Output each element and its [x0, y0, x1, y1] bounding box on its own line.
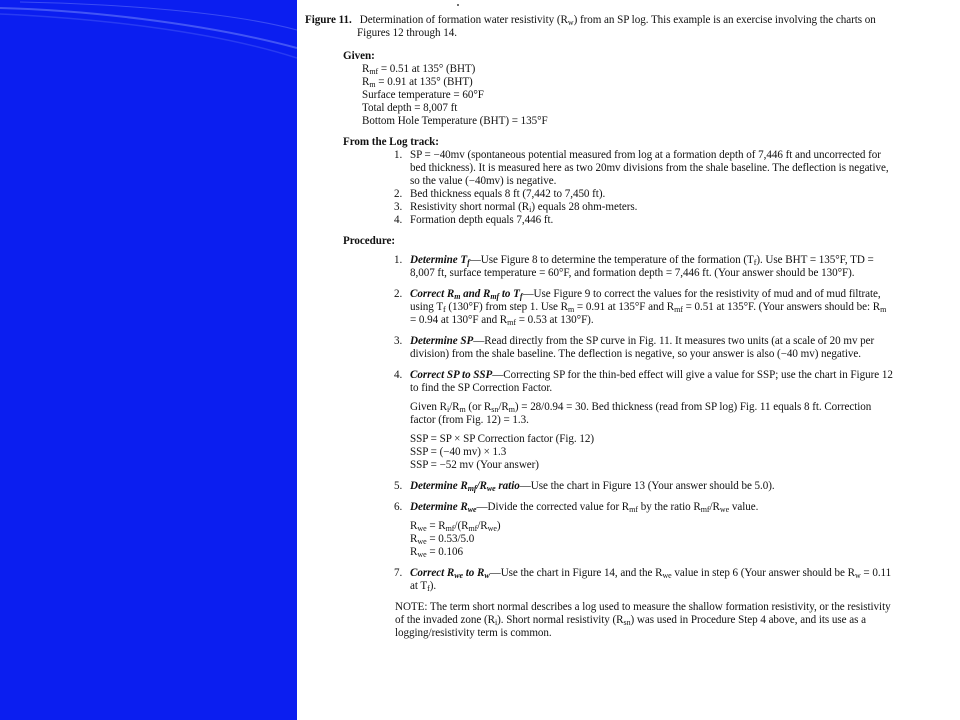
procedure-step-2: 2. Correct $R_m$ and $R_{mf}$ to $T_f—Use$ Figure 9 to correct the values for the resistivity of mud and of mud filtrate, using $T_f$ (130°F) from step 1. Use $R_m = 0.91$ at 135°F and $R_{mf} = 0.51$ at 135°F. (Your answers should be: $R_m$ = 0.94 at 130°F and $R_{mf} = 0.53$ at 130°F). [394, 288, 887, 327]
procedure-heading: Procedure: [343, 235, 396, 247]
procedure-step-1: 1. Determine $T_f—Use$ Figure 8 to determine the temperature of the formation $(T_f)$. Use BHT = 135°F, TD = 8,007 ft, surface temperature = 60°F, and formation depth = 7,446 ft. (Your answer should be 130°F). [394, 254, 874, 279]
figure-caption: Figure 11. Determination of formation water resistivity $(R_w)$ from an SP log. This example is an exercise involving the charts on Figures 12 through 14. [305, 14, 876, 39]
document-page [303, 14, 948, 714]
given-total-depth: Total depth = 8,007 ft [362, 102, 458, 114]
procedure-step-5: 5. Determine $R_{mf}/R_{we}$ ratio—Use the chart in Figure 13 (Your answer should be 5.0). [394, 480, 775, 493]
given-bht: Bottom Hole Temperature (BHT) = 135°F [362, 115, 548, 127]
given-list [362, 63, 948, 128]
given-heading: Given: [343, 50, 375, 62]
step-4-given: Given $R_i/R_m$ (or $R_{sn}/R_m) = 28/0.94 = 30$. Bed thickness (read from SP log) Fig. 11 equals 8 ft. Correction factor (from Fig. 12) = 1.3. [410, 401, 872, 426]
log-item-2: 2. Bed thickness equals 8 ft (7,442 to 7,450 ft). [394, 188, 606, 200]
rwe-formula: $R_{we} = R_{mf}/(R_{mf}/R_{we})$ $R_{we} = 0.53/5.0$ $R_{we} = 0.106$ [410, 520, 501, 559]
procedure-step-3: 3. Determine SP—Read directly from the SP curve in Fig. 11. It measures two units (at a scale of 20 mv per division) from the shale baseline. The deflection is negative, so your answer is also (−40 mv) negative. [394, 335, 875, 360]
ssp-formula: SSP = SP × SP Correction factor (Fig. 12) SSP = (−40 mv) × 1.3 SSP = −52 mv (Your answer) [410, 433, 594, 471]
given-surface-temp: Surface temperature = 60°F [362, 89, 484, 101]
log-item-4: 4. Formation depth equals 7,446 ft. [394, 214, 554, 226]
blue-side-panel [0, 0, 297, 720]
figure-label: Figure 11. [305, 14, 352, 26]
procedure-step-4: 4. Correct SP to SSP—Correcting SP for the thin-bed effect will give a value for SSP; use the chart in Figure 12 to find the SP Correction Factor. Given $R_i/R_m$ (or $R_{sn}/R_m) = 28/0.94 = 30$. Bed thickness (read from SP log) Fig. 11 equals 8 ft. Correction factor (from Fig. 12) = 1.3. SSP = SP × SP Correction factor (Fig. 12) SSP = (−40 mv) × 1.3 SSP = −52 mv (Your answer) [394, 369, 948, 472]
procedure-step-6: 6. Determine $R_{we}—Divide$ the corrected value for $R_{mf}$ by the ratio $R_{mf}/R_{we}$ value. $R_{we} = R_{mf}/(R_{mf}/R_{we})$ $R_{we} = 0.53/5.0$ $R_{we} = 0.106$ [394, 501, 948, 559]
log-item-1: 1. SP = −40mv (spontaneous potential measured from log at a formation depth of 7,446 ft and uncorrected for bed thickness). It is measured here as two 20mv divisions from the shale baseline. The deflection is negative, so the value (−40mv) is negative. [394, 149, 889, 187]
log-track-heading: From the Log track: [343, 136, 439, 148]
log-track-list [394, 149, 948, 227]
speck [457, 4, 459, 6]
given-rm: $R_m = 0.91$ at 135° (BHT) [362, 76, 473, 89]
given-rmf: $R_{mf} = 0.51$ at 135° (BHT) [362, 63, 476, 76]
note-paragraph: NOTE: The term short normal describes a log used to measure the shallow formation resistivity, or the resistivity of the invaded zone $(R_i)$. Short normal resistivity $(R_{sn})$ was used in Procedure Step 4 above, and its use as a logging/resistivity term is common. [395, 601, 891, 639]
swoosh-decoration [0, 0, 297, 720]
procedure-step-7: 7. Correct $R_{we}$ to $R_w—Use$ the chart in Figure 14, and the $R_{we}$ value in step 6 (Your answer should be $R_w = 0.11$ at $T_f$). [394, 567, 892, 593]
procedure-list [394, 254, 948, 593]
log-item-3: 3. Resistivity short normal $(R_i)$ equals 28 ohm-meters. [394, 201, 638, 214]
